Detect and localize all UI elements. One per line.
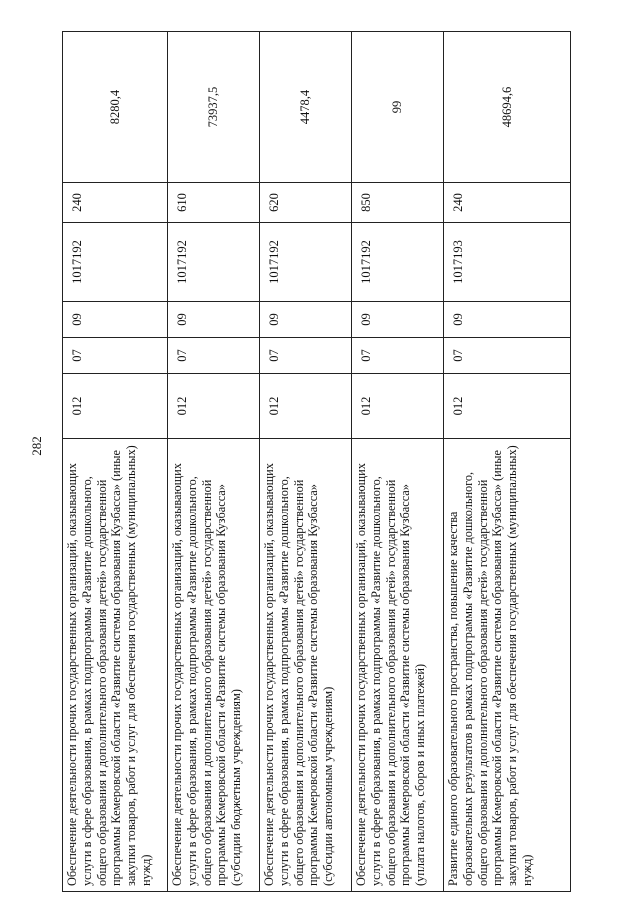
- amount-value: 8280,4: [63, 32, 168, 183]
- ministry-code: 012: [63, 374, 168, 439]
- section-code: 07: [352, 338, 444, 374]
- row-description: Развитие единого образовательного пространства, повышение качества образовательных результатов в рамках подпрограммы «Развитие дошкольного, общего образования и дополнительного образования детей» государственной программы Кемеровской области «Развитие системы образования Кузбасса» (иные закупки товаров, работ и услуг для обеспечения государственных (муниципальных) нужд): [444, 439, 571, 892]
- ministry-code: 012: [352, 374, 444, 439]
- ministry-code: 012: [168, 374, 260, 439]
- amount-value: 99: [352, 32, 444, 183]
- row-description: Обеспечение деятельности прочих государственных организаций, оказывающих услуги в сфере образования, в рамках подпрограммы «Развитие дошкольного, общего образования и дополнительного образования детей» государственной программы Кемеровской области «Развитие системы образования Кузбасса» (субсидии бюджетным учреждениям): [168, 439, 260, 892]
- expense-type-code: 850: [352, 183, 444, 223]
- table-row: [352, 32, 444, 892]
- expense-type-code: 610: [168, 183, 260, 223]
- expense-type-code: 240: [444, 183, 571, 223]
- row-description: Обеспечение деятельности прочих государственных организаций, оказывающих услуги в сфере образования, в рамках подпрограммы «Развитие дошкольного, общего образования и дополнительного образования детей» государственной программы Кемеровской области «Развитие системы образования Кузбасса» (иные закупки товаров, работ и услуг для обеспечения государственных (муниципальных) нужд): [63, 439, 168, 892]
- target-article-code: 1017192: [352, 223, 444, 302]
- section-code: 07: [168, 338, 260, 374]
- target-article-code: 1017192: [260, 223, 352, 302]
- table-row: [63, 32, 168, 892]
- subsection-code: 09: [352, 302, 444, 338]
- rotated-budget-table: [62, 32, 570, 892]
- table-row: [260, 32, 352, 892]
- subsection-code: 09: [444, 302, 571, 338]
- amount-value: 4478,4: [260, 32, 352, 183]
- ministry-code: 012: [444, 374, 571, 439]
- subsection-code: 09: [63, 302, 168, 338]
- target-article-code: 1017192: [168, 223, 260, 302]
- row-description: Обеспечение деятельности прочих государственных организаций, оказывающих услуги в сфере образования, в рамках подпрограммы «Развитие дошкольного, общего образования и дополнительного образования детей» государственной программы Кемеровской области «Развитие системы образования Кузбасса» (субсидии автономным учреждениям): [260, 439, 352, 892]
- amount-value: 48694,6: [444, 32, 571, 183]
- budget-table: [62, 31, 571, 892]
- section-code: 07: [260, 338, 352, 374]
- section-code: 07: [444, 338, 571, 374]
- page-number: 282: [29, 436, 44, 456]
- target-article-code: 1017193: [444, 223, 571, 302]
- subsection-code: 09: [168, 302, 260, 338]
- ministry-code: 012: [260, 374, 352, 439]
- table-row: [168, 32, 260, 892]
- expense-type-code: 620: [260, 183, 352, 223]
- section-code: 07: [63, 338, 168, 374]
- table-row: [444, 32, 571, 892]
- expense-type-code: 240: [63, 183, 168, 223]
- row-description: Обеспечение деятельности прочих государственных организаций, оказывающих услуги в сфере образования, в рамках подпрограммы «Развитие дошкольного, общего образования и дополнительного образования детей» государственной программы Кемеровской области «Развитие системы образования Кузбасса» (уплата налогов, сборов и иных платежей): [352, 439, 444, 892]
- amount-value: 73937,5: [168, 32, 260, 183]
- target-article-code: 1017192: [63, 223, 168, 302]
- subsection-code: 09: [260, 302, 352, 338]
